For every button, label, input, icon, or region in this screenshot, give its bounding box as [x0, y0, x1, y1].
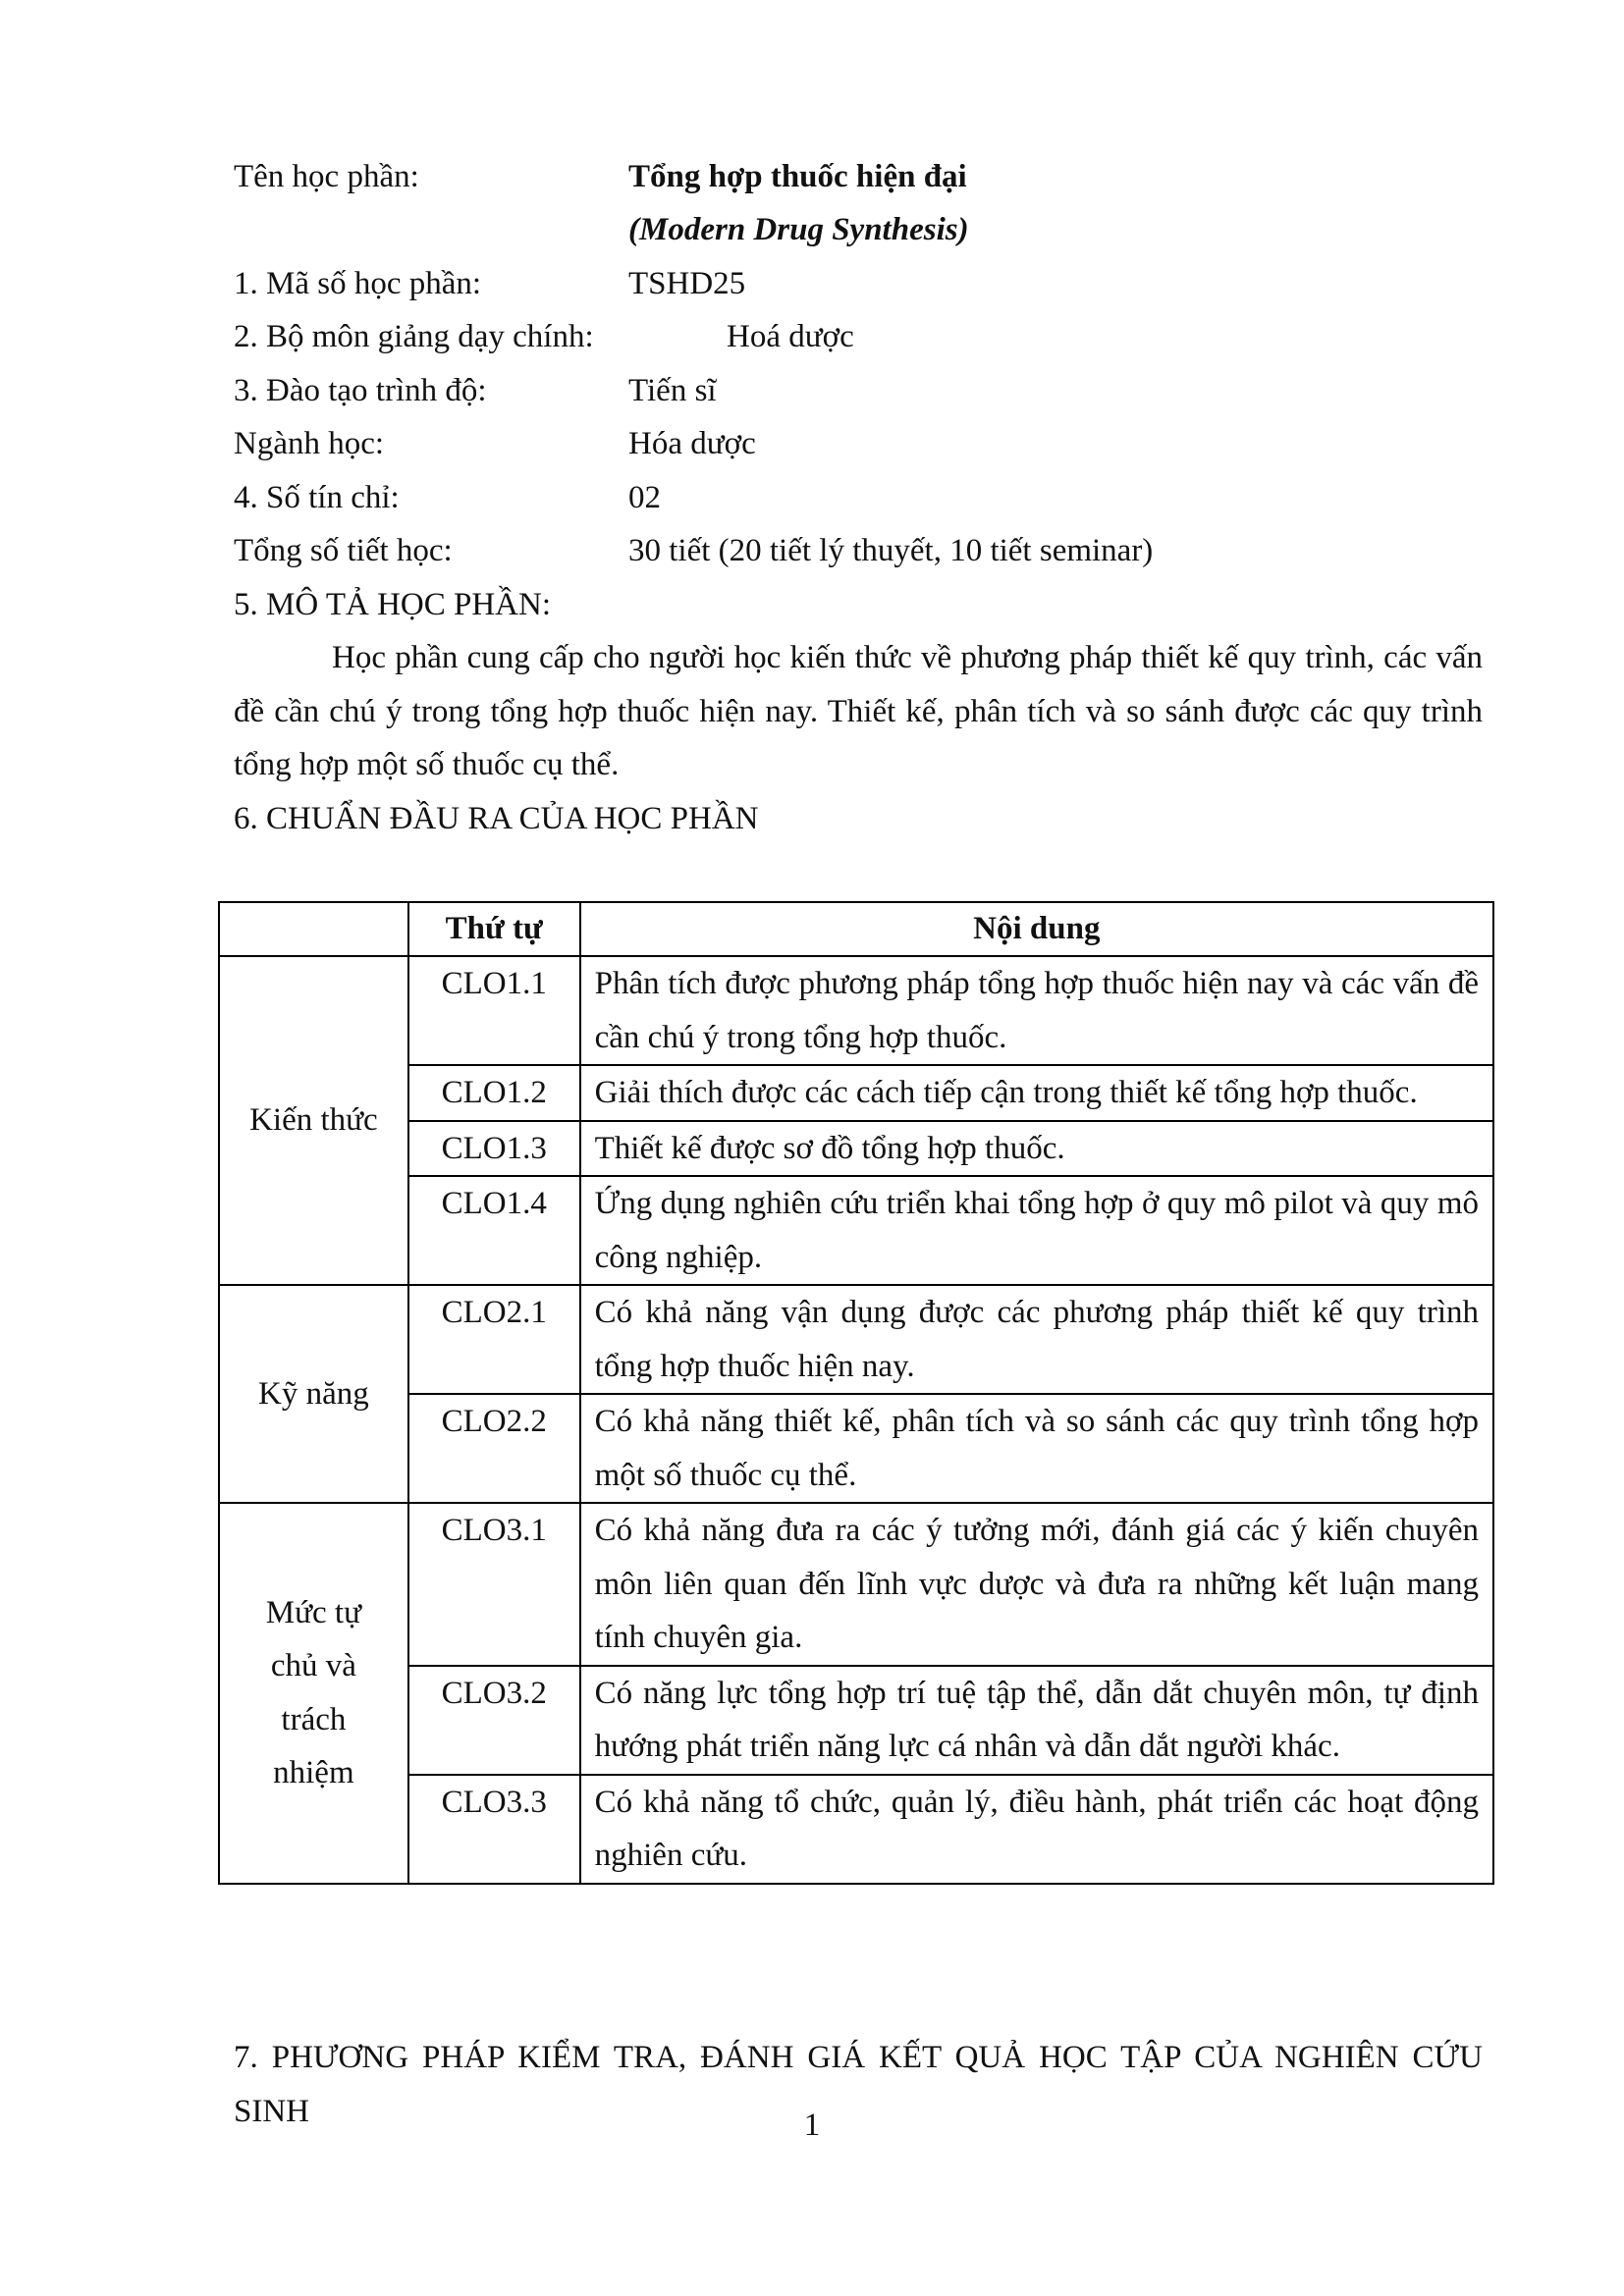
clo-code: CLO2.2 — [408, 1394, 580, 1503]
course-code-value: TSHD25 — [628, 266, 746, 301]
table-row — [219, 1065, 1493, 1121]
group-autonomy-line: trách — [281, 1701, 347, 1737]
group-autonomy-line: nhiệm — [273, 1755, 354, 1791]
clo-code: CLO1.1 — [408, 956, 580, 1065]
group-knowledge: Kiến thức — [219, 956, 408, 1285]
table-row — [219, 1666, 1493, 1775]
learning-outcomes-table — [218, 901, 1494, 1885]
table-row — [219, 1285, 1493, 1394]
group-autonomy-line: Mức tự — [265, 1594, 361, 1630]
table-row — [219, 1394, 1493, 1503]
page-number: 1 — [803, 2108, 821, 2143]
table-row — [219, 1503, 1493, 1666]
clo-content: Có khả năng vận dụng được các phương pháp thiết kế quy trình tổng hợp thuốc hiện nay. — [580, 1285, 1493, 1394]
major-value: Hóa dược — [628, 426, 756, 461]
credits-value: 02 — [628, 480, 661, 515]
department-label: 2. Bộ môn giảng dạy chính: — [234, 319, 594, 354]
clo-content: Ứng dụng nghiên cứu triển khai tổng hợp ở quy mô pilot và quy mô công nghiệp. — [580, 1176, 1493, 1285]
group-autonomy-line: chủ và — [270, 1648, 356, 1684]
level-label: 3. Đào tạo trình độ: — [234, 373, 487, 408]
course-name-label: Tên học phần: — [234, 159, 419, 194]
clo-content: Có khả năng tổ chức, quản lý, điều hành, phát triển các hoạt động nghiên cứu. — [580, 1775, 1493, 1884]
clo-code: CLO1.3 — [408, 1121, 580, 1177]
group-skills: Kỹ năng — [219, 1285, 408, 1503]
section5-heading: 5. MÔ TẢ HỌC PHẦN: — [234, 587, 552, 622]
clo-content: Có năng lực tổng hợp trí tuệ tập thể, dẫn dắt chuyên môn, tự định hướng phát triển năng lực cá nhân và dẫn dắt người khác. — [580, 1666, 1493, 1775]
table-row — [219, 1121, 1493, 1177]
table-header-row — [219, 902, 1493, 956]
level-value: Tiến sĩ — [628, 373, 717, 408]
clo-code: CLO1.2 — [408, 1065, 580, 1121]
header-empty-cell — [219, 902, 408, 956]
clo-code: CLO3.3 — [408, 1775, 580, 1884]
table-row — [219, 956, 1493, 1065]
course-name-english: (Modern Drug Synthesis) — [628, 212, 969, 247]
section7-heading: 7. PHƯƠNG PHÁP KIỂM TRA, ĐÁNH GIÁ KẾT QUẢ HỌC TẬP CỦA NGHIÊN CỨU SINH — [234, 2040, 1483, 2129]
header-content: Nội dung — [580, 902, 1493, 956]
clo-code: CLO3.1 — [408, 1503, 580, 1666]
clo-content: Giải thích được các cách tiếp cận trong thiết kế tổng hợp thuốc. — [580, 1065, 1493, 1121]
clo-content: Có khả năng đưa ra các ý tưởng mới, đánh giá các ý kiến chuyên môn liên quan đến lĩnh vực dược và đưa ra những kết luận mang tính chuyên gia. — [580, 1503, 1493, 1666]
section5-paragraph: Học phần cung cấp cho người học kiến thức về phương pháp thiết kế quy trình, các vấn đề cần chú ý trong tổng hợp thuốc hiện nay. Thiết kế, phân tích và so sánh được các quy trình tổng hợp một số thuốc cụ thể. — [234, 640, 1483, 782]
clo-code: CLO3.2 — [408, 1666, 580, 1775]
major-label: Ngành học: — [234, 426, 385, 461]
header-order: Thứ tự — [408, 902, 580, 956]
clo-content: Có khả năng thiết kế, phân tích và so sánh các quy trình tổng hợp một số thuốc cụ thể. — [580, 1394, 1493, 1503]
group-autonomy — [219, 1503, 408, 1884]
section6-heading: 6. CHUẨN ĐẦU RA CỦA HỌC PHẦN — [234, 801, 759, 836]
clo-content: Phân tích được phương pháp tổng hợp thuốc hiện nay và các vấn đề cần chú ý trong tổng hợp thuốc. — [580, 956, 1493, 1065]
course-name-value: Tổng hợp thuốc hiện đại — [628, 159, 967, 194]
clo-code: CLO1.4 — [408, 1176, 580, 1285]
department-value: Hoá dược — [727, 319, 854, 354]
clo-content: Thiết kế được sơ đồ tổng hợp thuốc. — [580, 1121, 1493, 1177]
hours-label: Tổng số tiết học: — [234, 533, 453, 568]
hours-value: 30 tiết (20 tiết lý thuyết, 10 tiết seminar) — [628, 533, 1154, 568]
table-row — [219, 1176, 1493, 1285]
table-row — [219, 1775, 1493, 1884]
course-code-label: 1. Mã số học phần: — [234, 266, 482, 301]
credits-label: 4. Số tín chỉ: — [234, 480, 400, 515]
clo-code: CLO2.1 — [408, 1285, 580, 1394]
